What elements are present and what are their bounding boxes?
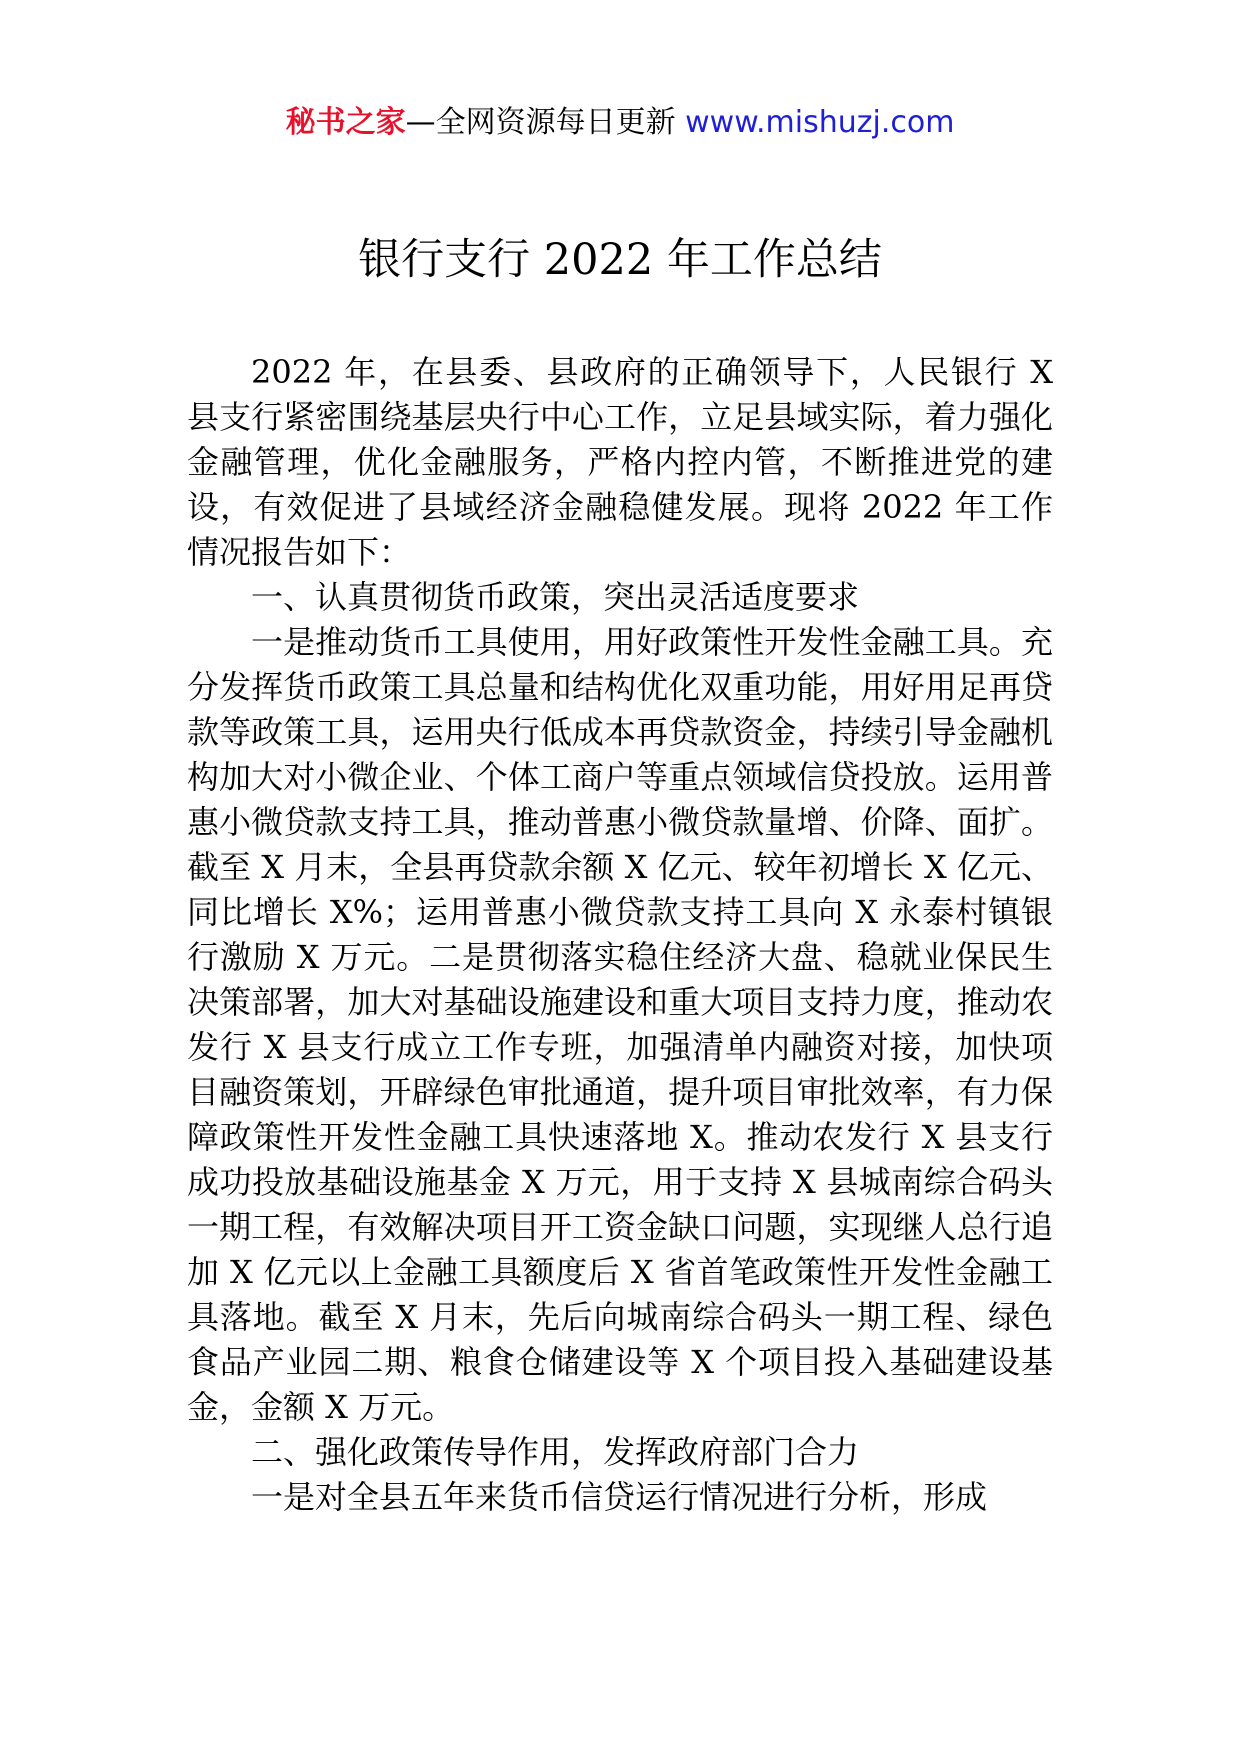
site-header [0, 100, 1240, 146]
brand-name: 秘书之家 [285, 105, 406, 140]
header-tagline: —全网资源每日更新 [405, 105, 686, 140]
document-body [187, 350, 1053, 1520]
site-url-link[interactable]: www.mishuzj.com [685, 105, 955, 140]
intro-paragraph: 2022 年，在县委、县政府的正确领导下，人民银行 X 县支行紧密围绕基层央行中心工作，立足县域实际，着力强化金融管理，优化金融服务，严格内控内管，不断推进党的建设，有效促进了县域经济金融稳健发展。现将 2022 年工作情况报告如下： [187, 353, 1053, 571]
section-2-paragraph: 一是对全县五年来货币信贷运行情况进行分析，形成 [251, 1478, 988, 1516]
section-1-paragraph: 一是推动货币工具使用，用好政策性开发性金融工具。充分发挥货币政策工具总量和结构优化双重功能，用好用足再贷款等政策工具，运用央行低成本再贷款资金，持续引导金融机构加大对小微企业、个体工商户等重点领域信贷投放。运用普惠小微贷款支持工具，推动普惠小微贷款量增、价降、面扩。截至 X 月末，全县再贷款余额 X 亿元、较年初增长 X 亿元、同比增长 X%；运用普惠小微贷款支持工具向 X 永泰村镇银行激励 X 万元。二是贯彻落实稳住经济大盘、稳就业保民生决策部署，加大对基础设施建设和重大项目支持力度，推动农发行 X 县支行成立工作专班，加强清单内融资对接，加快项目融资策划，开辟绿色审批通道，提升项目审批效率，有力保障政策性开发性金融工具快速落地 X。推动农发行 X 县支行成功投放基础设施基金 X 万元，用于支持 X 县城南综合码头一期工程，有效解决项目开工资金缺口问题，实现继人总行追加 X 亿元以上金融工具额度后 X 省首笔政策性开发性金融工具落地。截至 X 月末，先后向城南综合码头一期工程、绿色食品产业园二期、粮食仓储建设等 X 个项目投入基础建设基金，金额 X 万元。 [187, 623, 1053, 1426]
section-1-heading: 一、认真贯彻货币政策，突出灵活适度要求 [251, 578, 860, 616]
section-2-heading: 二、强化政策传导作用，发挥政府部门合力 [251, 1433, 860, 1471]
document-title: 银行支行 2022 年工作总结 [358, 235, 882, 285]
